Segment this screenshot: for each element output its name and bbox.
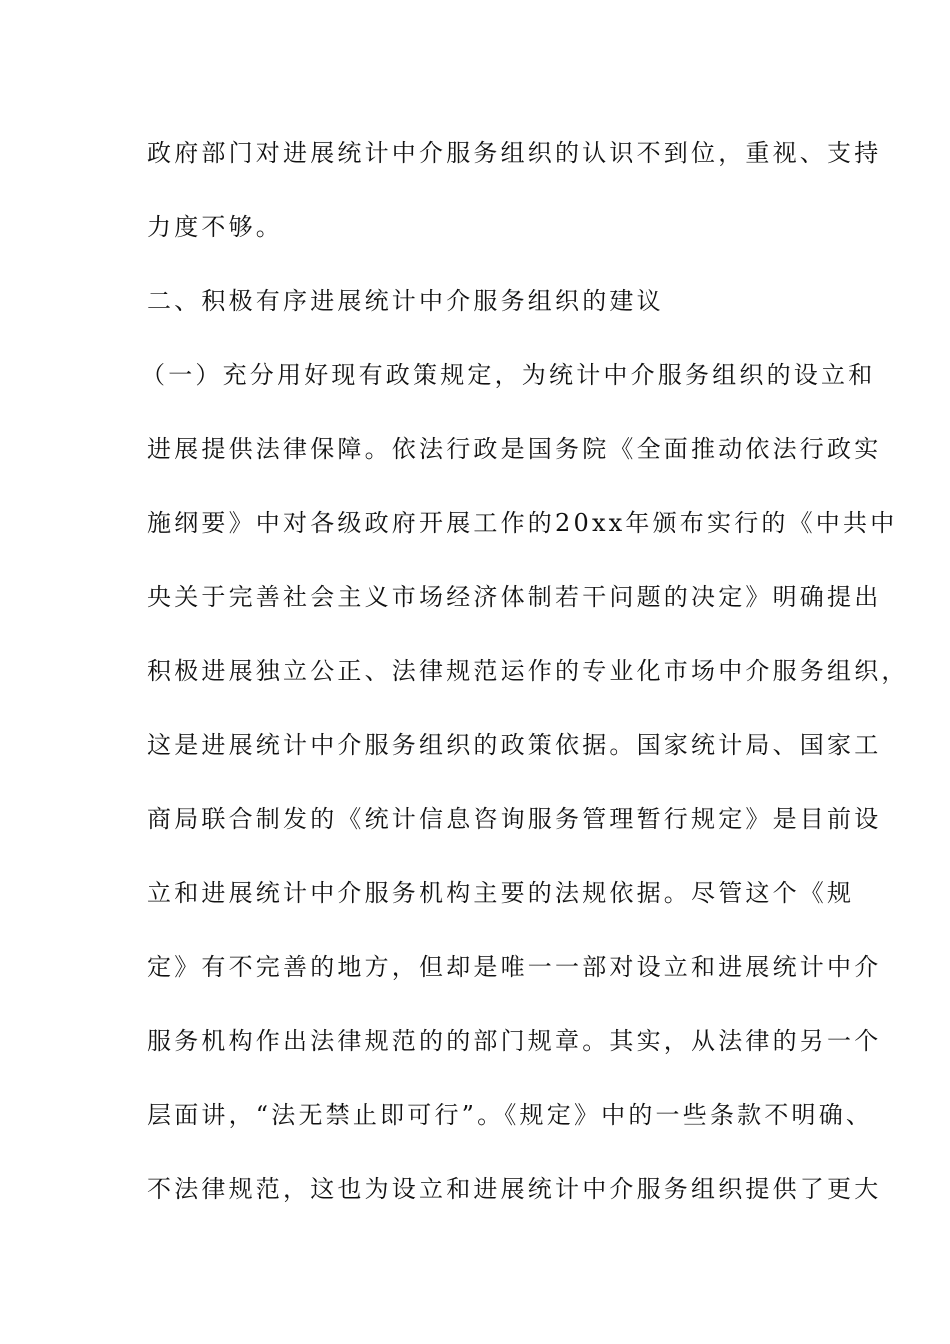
text-line: 不法律规范，这也为设立和进展统计中介服务组织提供了更大 — [147, 1175, 882, 1203]
text-line: 央关于完善社会主义市场经济体制若干问题的决定》明确提出 — [147, 583, 882, 611]
text-line: 定》有不完善的地方，但却是唯一一部对设立和进展统计中介 — [147, 953, 882, 981]
text-line: 积极进展独立公正、法律规范运作的专业化市场中介服务组织， — [147, 657, 909, 685]
text-line: 施纲要》中对各级政府开展工作的20xx年颁布实行的《中共中 — [147, 509, 898, 537]
subsection-heading: （一）充分用好现有政策规定，为统计中介服务组织的设立和 — [141, 361, 876, 389]
text-line: 层面讲，“法无禁止即可行”。《规定》中的一些条款不明确、 — [147, 1101, 874, 1129]
text-line: 政府部门对进展统计中介服务组织的认识不到位，重视、支持 — [147, 139, 882, 167]
section-heading: 二、积极有序进展统计中介服务组织的建议 — [147, 287, 664, 315]
text-line: 这是进展统计中介服务组织的政策依据。国家统计局、国家工 — [147, 731, 882, 759]
text-line: 立和进展统计中介服务机构主要的法规依据。尽管这个《规 — [147, 879, 855, 907]
text-line: 力度不够。 — [147, 213, 283, 241]
text-line: 商局联合制发的《统计信息咨询服务管理暂行规定》是目前设 — [147, 805, 882, 833]
text-line: 进展提供法律保障。依法行政是国务院《全面推动依法行政实 — [147, 435, 882, 463]
text-line: 服务机构作出法律规范的的部门规章。其实，从法律的另一个 — [147, 1027, 882, 1055]
